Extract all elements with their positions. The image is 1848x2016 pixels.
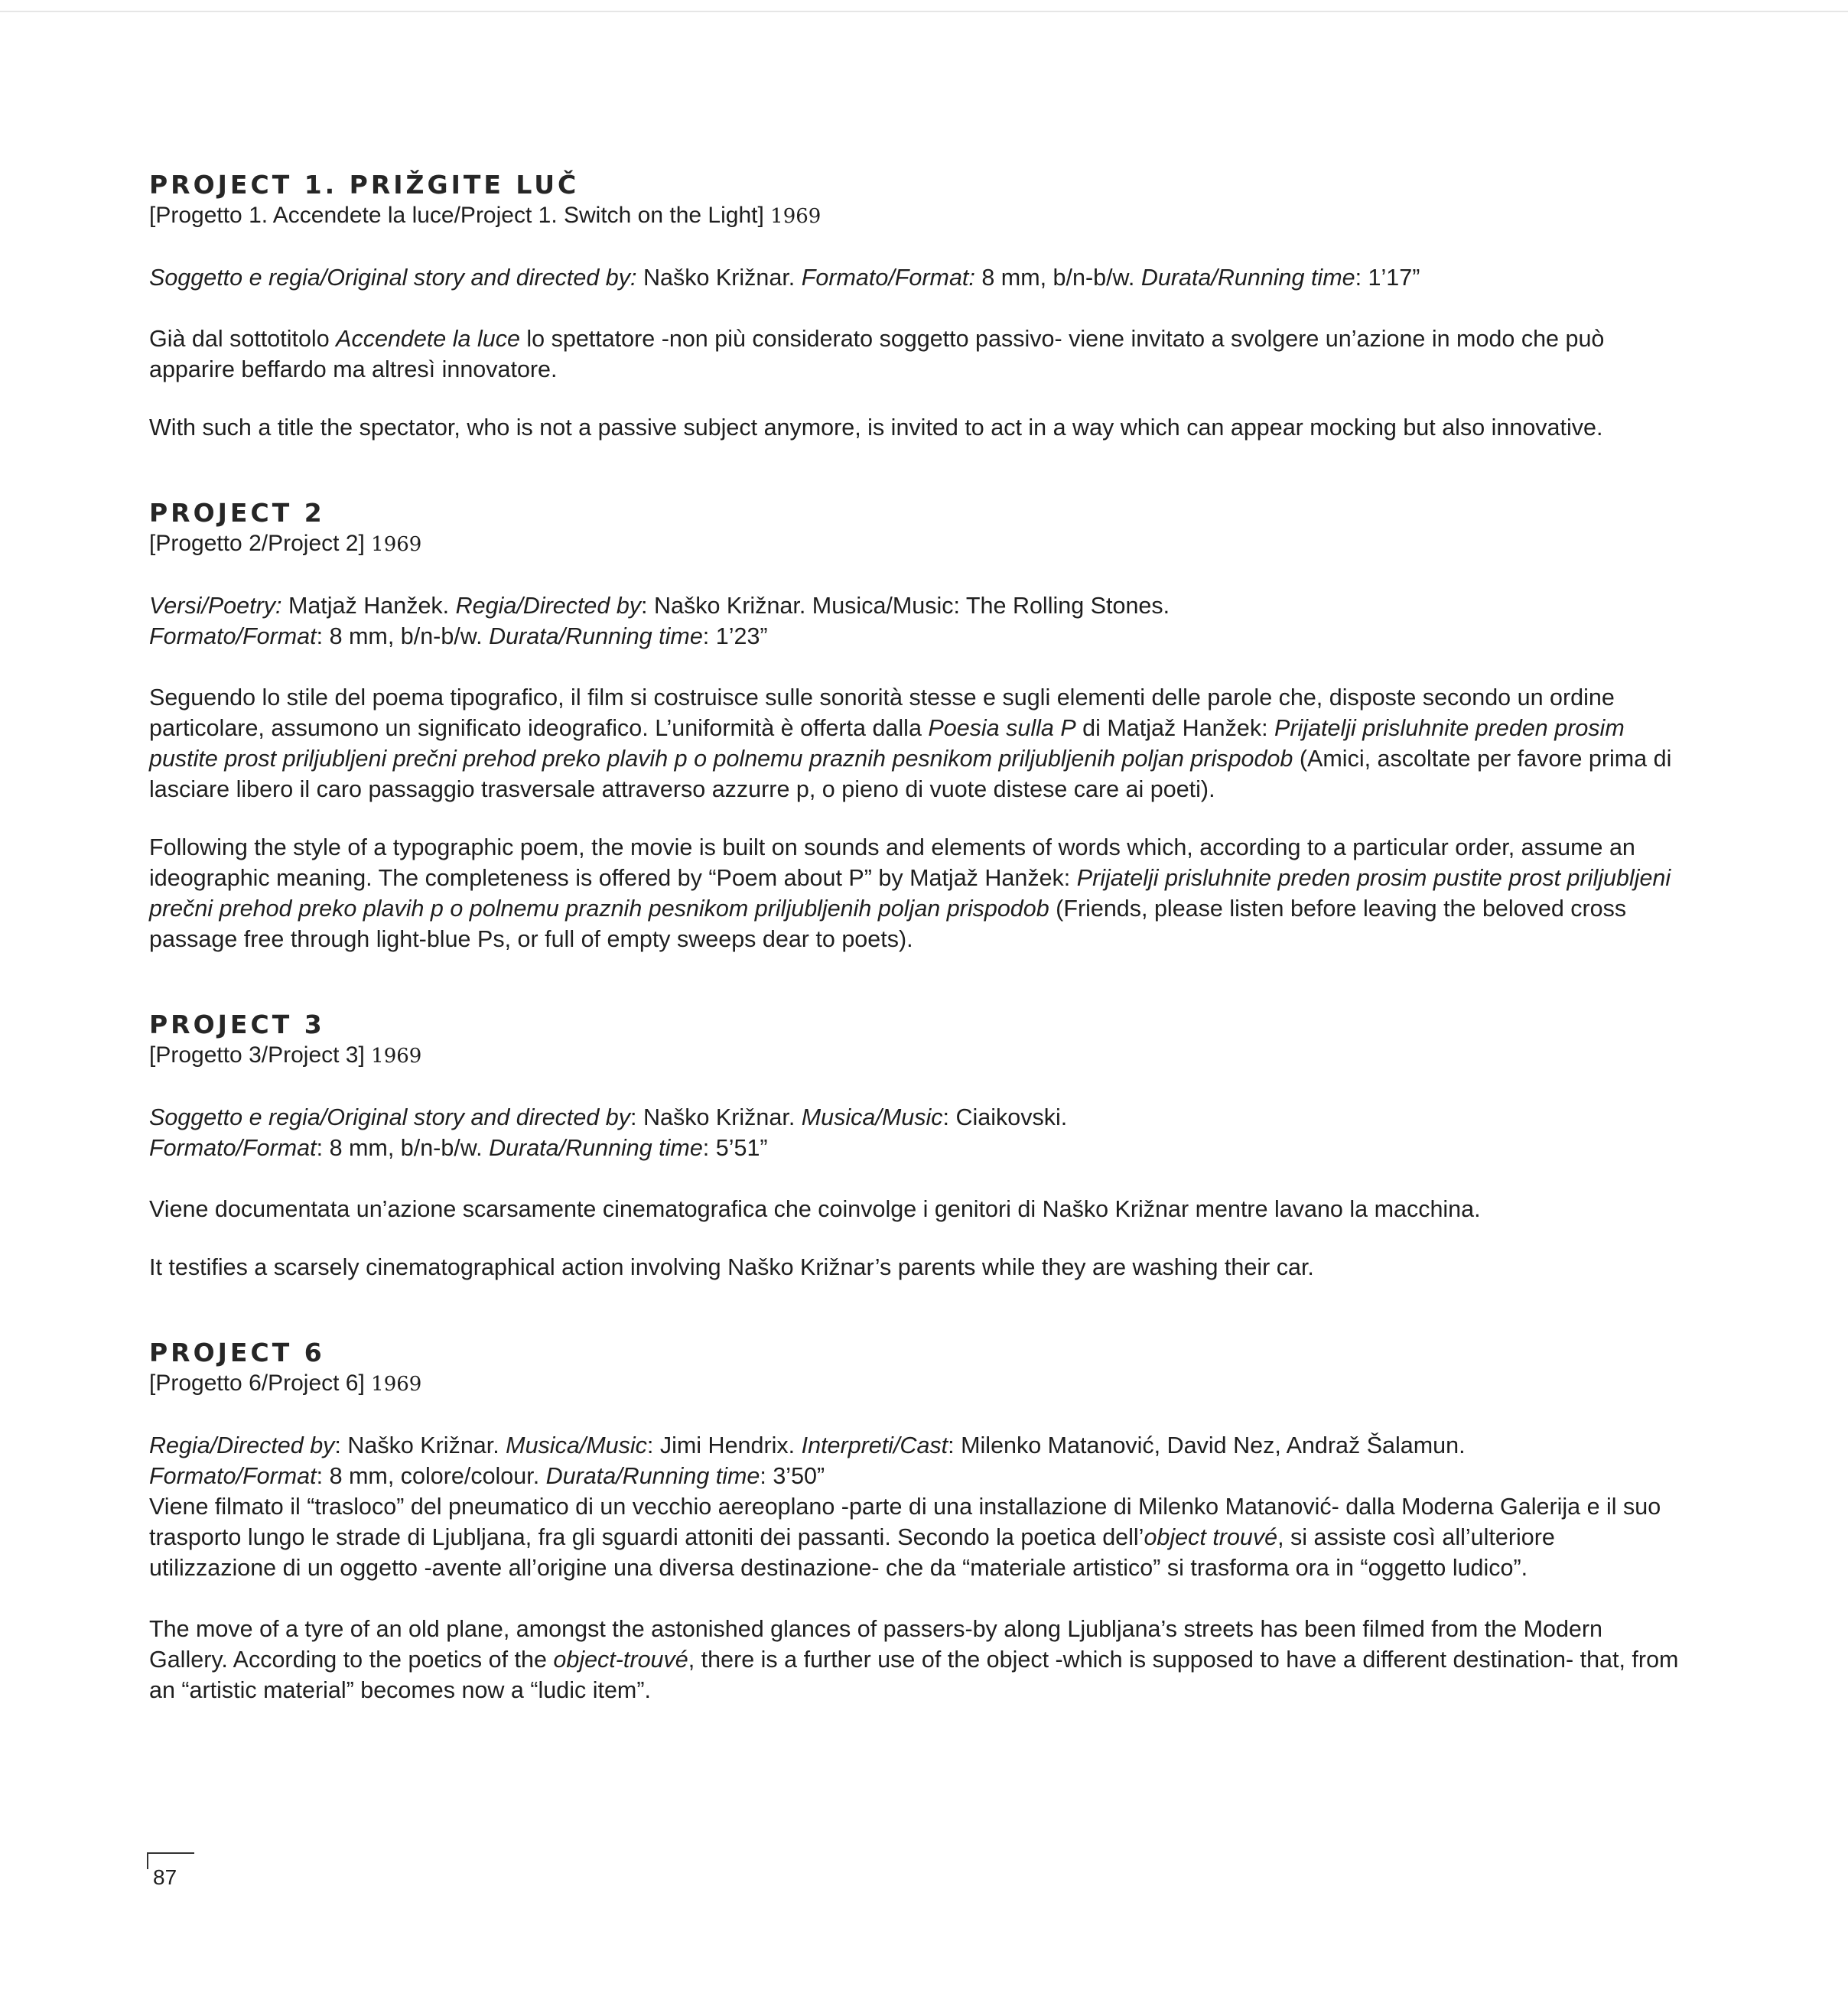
text-run: lo spettatore -non più considerato soggetto passivo- viene invitato a svolgere un’azione in modo che può apparire beffardo ma altresì innovatore.	[149, 326, 1605, 382]
project-1-section	[149, 170, 1679, 443]
credit-value: 8 mm, b/n-b/w.	[974, 265, 1141, 291]
project-6-subtitle	[149, 1368, 1679, 1400]
credit-label: Soggetto e regia/Original story and directed by	[149, 1104, 631, 1130]
credit-label: Durata/Running time	[545, 1463, 760, 1489]
project-2-year: 1969	[371, 533, 422, 556]
italic-run: Accendete la luce	[336, 326, 520, 352]
credit-value: : 3’50”	[760, 1463, 825, 1489]
credit-label: Regia/Directed by	[455, 593, 642, 619]
credit-label: Formato/Format	[149, 623, 317, 649]
credit-value: : Milenko Matanović, David Nez, Andraž Šalamun.	[948, 1432, 1466, 1458]
text-run: Seguendo lo stile del poema tipografico, il film si costruisce sulle sonorità stesse e sugli elementi delle parole che, disposte secondo un ordine particolare, assumono un significato ideografico. L’uniformità è offerta dalla	[149, 684, 1615, 741]
project-3-subtitle-text: [Progetto 3/Project 3]	[149, 1042, 365, 1068]
text-run: , si assiste così all’ulteriore utilizzazione di un oggetto -avente all’origine una diversa destinazione- che da “materiale artistico” si trasforma ora in “oggetto ludico”.	[149, 1524, 1555, 1581]
project-3-section	[149, 1010, 1679, 1283]
project-2-english-text	[149, 832, 1679, 954]
text-run: di Matjaž Hanžek:	[1075, 715, 1275, 741]
project-1-subtitle	[149, 200, 1679, 232]
credit-value: : 1’17”	[1355, 265, 1420, 291]
credit-value: : Naško Križnar. Musica/Music: The Rolling Stones.	[641, 593, 1170, 619]
project-2-credits	[149, 590, 1679, 652]
page-number-rule	[147, 1852, 194, 1854]
text-run: Viene filmato il “trasloco” del pneumatico di un vecchio aereoplano -parte di una installazione di Milenko Matanović- dalla Moderna Galerija e il suo trasporto lungo le strade di Ljubljana, fra gli sguardi attoniti dei passanti. Secondo la poetica dell’	[149, 1494, 1661, 1550]
project-3-italian-text: Viene documentata un’azione scarsamente cinematografica che coinvolge i genitori di Naško Križnar mentre lavano la macchina.	[149, 1196, 1481, 1222]
credit-value: : Jimi Hendrix.	[646, 1432, 802, 1458]
document-body	[149, 170, 1679, 1705]
italic-run: Poesia sulla P	[928, 715, 1076, 741]
credit-label: Durata/Running time	[489, 623, 703, 649]
credit-value: : Naško Križnar.	[334, 1432, 506, 1458]
credit-label: Durata/Running time	[1140, 265, 1355, 291]
credit-value: : 1’23”	[702, 623, 768, 649]
project-2-subtitle	[149, 528, 1679, 560]
project-1-year: 1969	[770, 205, 822, 228]
project-3-year: 1969	[371, 1045, 422, 1068]
credit-label: Musica/Music	[801, 1104, 943, 1130]
credit-value: : Ciaikovski.	[942, 1104, 1068, 1130]
credit-label: Formato/Format	[149, 1463, 317, 1489]
credit-label: Formato/Format	[149, 1135, 317, 1161]
text-run: The move of a tyre of an old plane, amongst the astonished glances of passers-by along Ljubljana’s streets has been filmed from the Modern Gallery. According to the poetics of the	[149, 1616, 1603, 1673]
credit-label: Soggetto e regia/Original story and directed by:	[149, 265, 637, 291]
credit-value: : 8 mm, colore/colour.	[316, 1463, 546, 1489]
credit-value: Naško Križnar.	[636, 265, 802, 291]
text-run: Già dal sottotitolo	[149, 326, 337, 352]
text-run: (Amici, ascoltate per favore prima di lasciare libero il caro passaggio trasversale attraverso azzurre p, o pieno di vuote distese care ai poeti).	[149, 746, 1672, 802]
credit-label: Musica/Music	[506, 1432, 647, 1458]
text-run: , there is a further use of the object -which is supposed to have a different destination- that, from an “artistic material” becomes now a “ludic item”.	[149, 1647, 1679, 1703]
text-run: Following the style of a typographic poem, the movie is built on sounds and elements of words which, according to a particular order, assume an ideographic meaning. The completeness is offered by “Poem about P” by Matjaž Hanžek:	[149, 834, 1635, 891]
project-2-heading: PROJECT 2	[149, 498, 325, 528]
project-2-italian-text	[149, 682, 1679, 805]
project-1-subtitle-text: [Progetto 1. Accendete la luce/Project 1. Switch on the Light]	[149, 203, 764, 228]
italic-run: object trouvé	[1144, 1524, 1278, 1550]
page-number-rule	[147, 1852, 148, 1869]
credit-label: Interpreti/Cast	[801, 1432, 948, 1458]
project-6-italian-text	[149, 1491, 1679, 1583]
credit-value: : Naško Križnar.	[630, 1104, 802, 1130]
project-2-section	[149, 498, 1679, 954]
project-3-heading: PROJECT 3	[149, 1010, 325, 1039]
project-3-credits	[149, 1102, 1679, 1163]
project-1-italian-text	[149, 324, 1679, 385]
project-3-subtitle	[149, 1040, 1679, 1071]
credit-value: : 8 mm, b/n-b/w.	[316, 1135, 490, 1161]
credit-value: Matjaž Hanžek.	[281, 593, 456, 619]
project-6-subtitle-text: [Progetto 6/Project 6]	[149, 1371, 365, 1396]
page-number-block	[145, 1852, 199, 1895]
credit-label: Versi/Poetry:	[149, 593, 282, 619]
italic-run: object-trouvé	[553, 1647, 688, 1673]
project-6-section	[149, 1338, 1679, 1705]
credit-label: Regia/Directed by	[149, 1432, 335, 1458]
credit-label: Formato/Format:	[801, 265, 975, 291]
project-6-credits	[149, 1430, 1679, 1491]
credit-label: Durata/Running time	[489, 1135, 703, 1161]
page-number: 87	[153, 1865, 177, 1889]
project-1-credits	[149, 262, 1679, 293]
text-run: (Friends, please listen before leaving the beloved cross passage free through light-blue Ps, or full of empty sweeps dear to poets).	[149, 896, 1627, 952]
project-6-english-text	[149, 1614, 1679, 1705]
italic-run: Prijatelji prisluhnite preden prosim pustite prost priljubljeni prečni prehod preko plavih p o polnemu praznih pesnikom priljubljenih poljan prispodob	[149, 715, 1625, 772]
project-1-english-text: With such a title the spectator, who is not a passive subject anymore, is invited to act in a way which can appear mocking but also innovative.	[149, 415, 1603, 441]
italic-run: Prijatelji prisluhnite preden prosim pustite prost priljubljeni prečni prehod preko plavih p o polnemu praznih pesnikom priljubljenih poljan prispodob	[149, 865, 1671, 922]
credit-value: : 8 mm, b/n-b/w.	[316, 623, 490, 649]
project-6-heading: PROJECT 6	[149, 1338, 325, 1367]
project-2-subtitle-text: [Progetto 2/Project 2]	[149, 531, 365, 556]
credit-value: : 5’51”	[702, 1135, 768, 1161]
project-1-heading: PROJECT 1. PRIŽGITE LUČ	[149, 170, 580, 200]
project-3-english-text: It testifies a scarsely cinematographical action involving Naško Križnar’s parents while they are washing their car.	[149, 1254, 1314, 1280]
project-6-year: 1969	[371, 1373, 422, 1396]
scan-top-edge	[0, 11, 1848, 12]
